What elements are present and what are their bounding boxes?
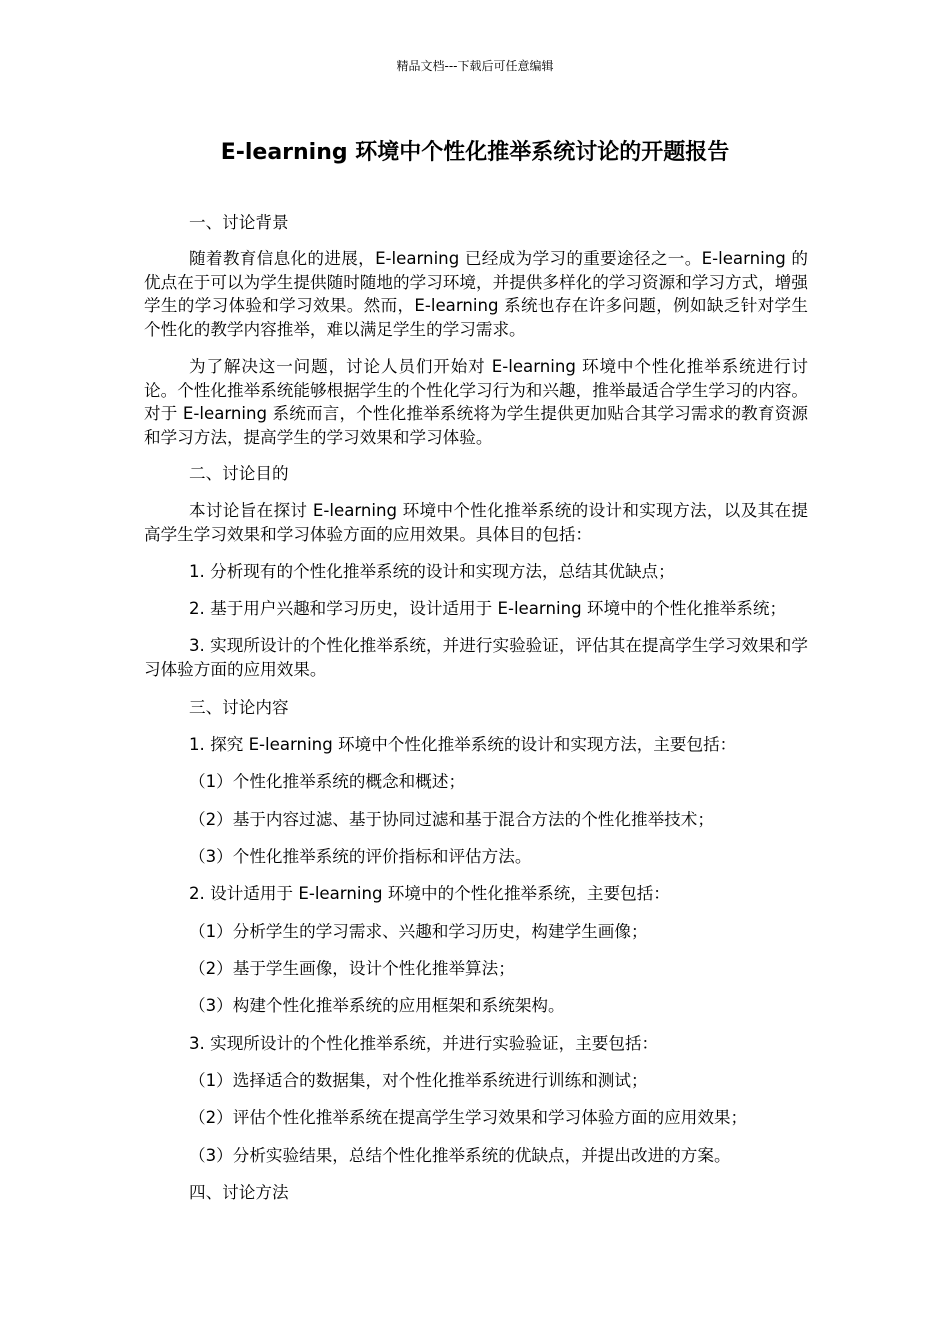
sub-item-content-1b (144, 808, 808, 832)
sub-item-content-2b (144, 957, 808, 981)
section-heading: 一、讨论背景 (189, 213, 289, 232)
section-heading-content (144, 696, 808, 720)
list-item-purpose-3 (144, 634, 808, 681)
sub-item-content-1a (144, 770, 808, 794)
paragraph: 为了解决这一问题，讨论人员们开始对 E-learning 环境中个性化推举系统进行讨论。个性化推举系统能够根据学生的个性化学习行为和兴趣，推举最适合学生学习的内容。对于 E-learning 系统而言，个性化推举系统将为学生提供更加贴合其学习需求的教育资源和学习方法，提高学生的学习效果和学习体验。 (144, 357, 808, 447)
list-item-content-2 (144, 882, 808, 906)
sub-item-content-3c (144, 1144, 808, 1168)
sub-list-item: （2）评估个性化推举系统在提高学生学习效果和学习体验方面的应用效果； (189, 1108, 748, 1127)
sub-list-item: （2）基于内容过滤、基于协同过滤和基于混合方法的个性化推举技术； (189, 810, 714, 829)
list-item: 2. 设计适用于 E-learning 环境中的个性化推举系统，主要包括： (189, 884, 670, 903)
section-heading: 三、讨论内容 (189, 698, 289, 717)
document-title: E-learning 环境中个性化推举系统讨论的开题报告 (220, 140, 730, 165)
section-heading-purpose (144, 462, 808, 486)
list-item-purpose-2 (144, 597, 808, 621)
paragraph-background-2 (144, 355, 808, 449)
paragraph-background-1 (144, 247, 808, 341)
section-heading: 四、讨论方法 (189, 1183, 289, 1202)
sub-list-item: （3）构建个性化推举系统的应用框架和系统架构。 (189, 996, 565, 1015)
section-heading-method (144, 1181, 808, 1205)
list-item: 1. 探究 E-learning 环境中个性化推举系统的设计和实现方法，主要包括： (189, 735, 737, 754)
header-note: 精品文档---下载后可任意编辑 (396, 59, 554, 73)
list-item: 3. 实现所设计的个性化推举系统，并进行实验验证，主要包括： (189, 1034, 659, 1053)
sub-item-content-2c (144, 994, 808, 1018)
list-item: 3. 实现所设计的个性化推举系统，并进行实验验证，评估其在提高学生学习效果和学习体验方面的应用效果。 (144, 636, 808, 679)
sub-list-item: （1）个性化推举系统的概念和概述； (189, 772, 466, 791)
section-heading: 二、讨论目的 (189, 464, 289, 483)
list-item: 2. 基于用户兴趣和学习历史，设计适用于 E-learning 环境中的个性化推举系统； (189, 599, 787, 618)
sub-item-content-3a (144, 1069, 808, 1093)
section-heading-background (144, 211, 808, 235)
sub-list-item: （1）分析学生的学习需求、兴趣和学习历史，构建学生画像； (189, 922, 648, 941)
sub-list-item: （3）个性化推举系统的评价指标和评估方法。 (189, 847, 532, 866)
sub-list-item: （2）基于学生画像，设计个性化推举算法； (189, 959, 515, 978)
sub-item-content-2a (144, 920, 808, 944)
sub-item-content-3b (144, 1106, 808, 1130)
sub-list-item: （3）分析实验结果，总结个性化推举系统的优缺点，并提出改进的方案。 (189, 1146, 731, 1165)
sub-list-item: （1）选择适合的数据集，对个性化推举系统进行训练和测试； (189, 1071, 648, 1090)
paragraph: 本讨论旨在探讨 E-learning 环境中个性化推举系统的设计和实现方法，以及其在提高学生学习效果和学习体验方面的应用效果。具体目的包括： (144, 501, 808, 544)
paragraph: 随着教育信息化的进展，E-learning 已经成为学习的重要途径之一。E-learning 的优点在于可以为学生提供随时随地的学习环境，并提供多样化的学习资源和学习方式，增强学生的学习体验和学习效果。然而，E-learning 系统也存在许多问题，例如缺乏针对学生个性化的教学内容推举，难以满足学生的学习需求。 (144, 249, 808, 339)
list-item: 1. 分析现有的个性化推举系统的设计和实现方法，总结其优缺点； (189, 562, 675, 581)
paragraph-purpose (144, 499, 808, 546)
list-item-content-1 (144, 733, 808, 757)
sub-item-content-1c (144, 845, 808, 869)
list-item-content-3 (144, 1032, 808, 1056)
list-item-purpose-1 (144, 560, 808, 584)
